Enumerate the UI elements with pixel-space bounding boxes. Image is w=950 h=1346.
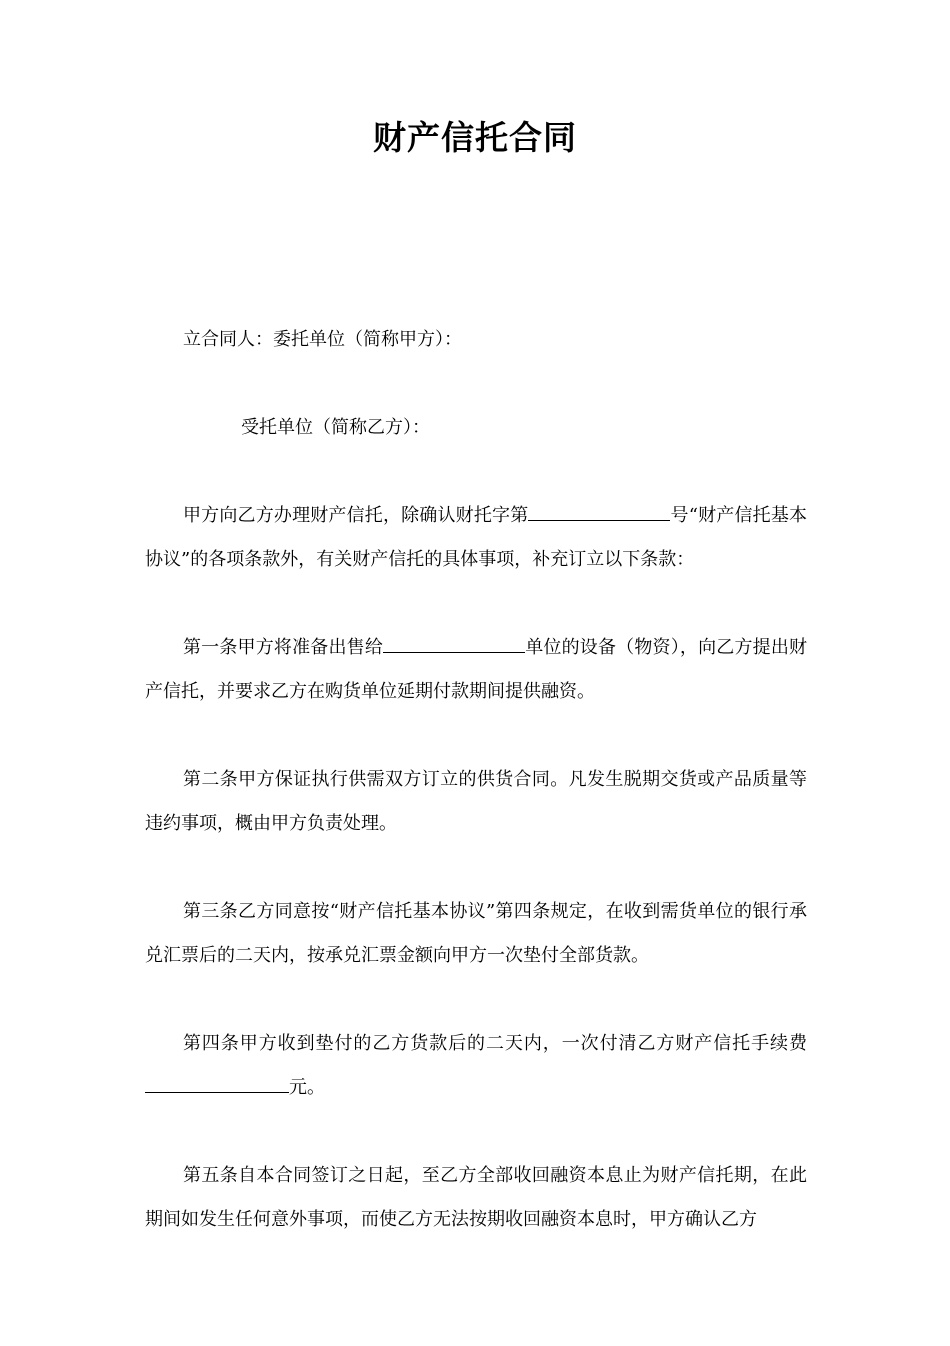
parties-line-2-text: 受托单位（简称乙方）：	[241, 417, 430, 438]
trust-number-blank	[528, 500, 670, 521]
clause-4	[145, 1022, 807, 1110]
clause-2: 第二条甲方保证执行供需双方订立的供货合同。凡发生脱期交货或产品质量等违约事项，概由甲方负责处理。	[145, 769, 807, 834]
clause-5: 第五条自本合同签订之日起，至乙方全部收回融资本息止为财产信托期，在此期间如发生任何意外事项，而使乙方无法按期收回融资本息时，甲方确认乙方	[145, 1165, 807, 1230]
clause-1-text-2: 单位的设备（物资），向乙方提出财产信托，并要求乙方在购货单位延期付款期间提供融资。	[145, 637, 808, 702]
intro-text-2: 号“财产信托基本协议”的各项条款外，有关财产信托的具体事项，补充订立以下条款：	[145, 505, 807, 570]
intro-text-1: 甲方向乙方办理财产信托，除确认财托字第	[183, 505, 529, 526]
intro-paragraph	[145, 494, 807, 582]
clause-3: 第三条乙方同意按“财产信托基本协议”第四条规定，在收到需货单位的银行承兑汇票后的二天内，按承兑汇票金额向甲方一次垫付全部货款。	[145, 901, 807, 966]
document-title: 财产信托合同	[373, 118, 577, 157]
parties-line-1: 立合同人：委托单位（简称甲方）：	[183, 329, 462, 350]
fee-amount-blank	[145, 1072, 289, 1093]
clause-1	[145, 626, 807, 714]
parties-line-2	[183, 406, 807, 450]
buyer-unit-blank	[383, 632, 525, 653]
clause-4-text-1: 第四条甲方收到垫付的乙方货款后的二天内，一次付清乙方财产信托手续费	[183, 1033, 807, 1054]
clause-1-text-1: 第一条甲方将准备出售给	[183, 637, 384, 658]
clause-4-text-2: 元。	[289, 1077, 325, 1098]
